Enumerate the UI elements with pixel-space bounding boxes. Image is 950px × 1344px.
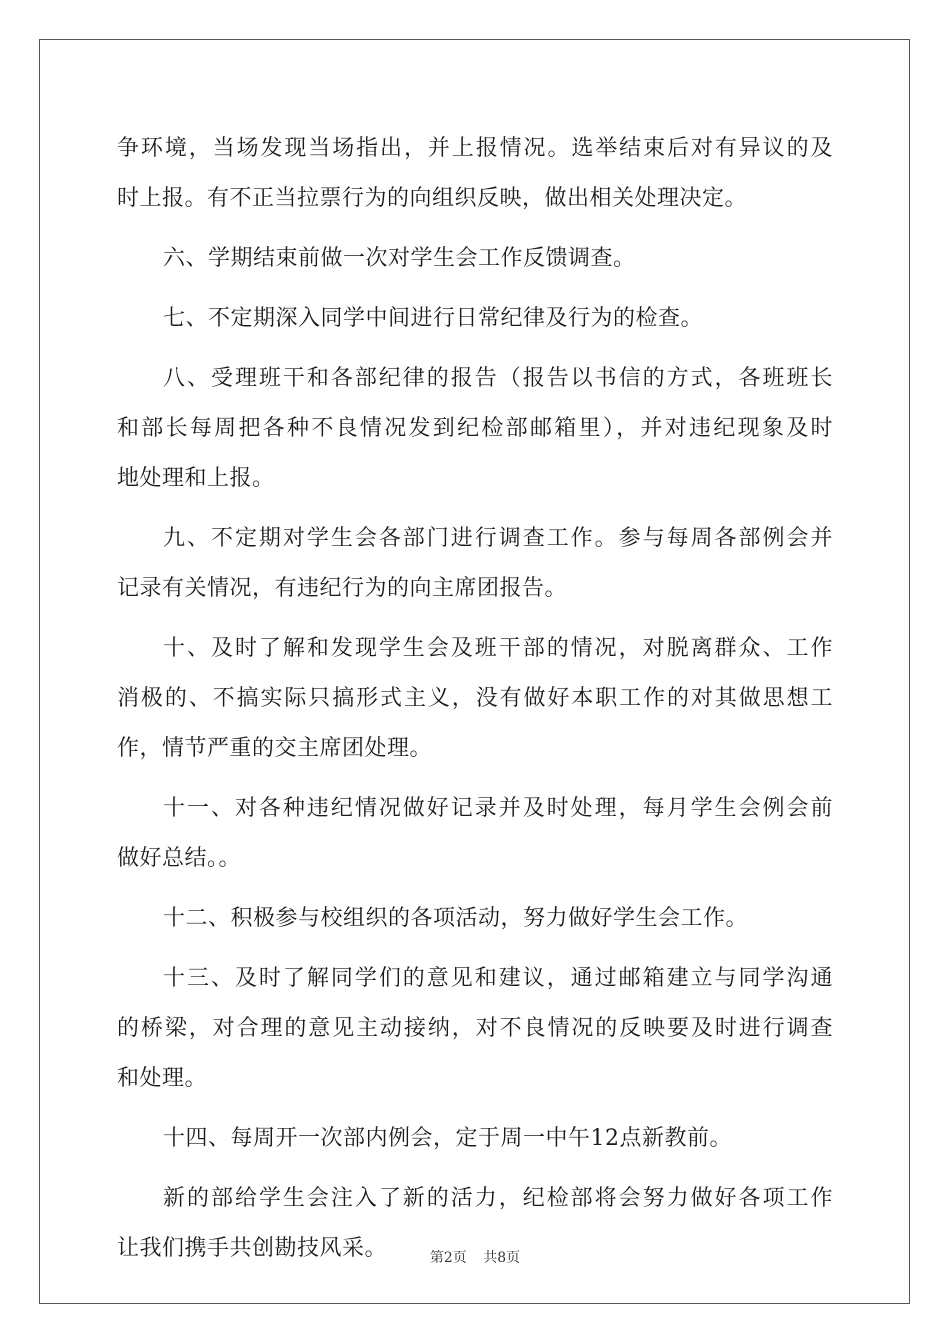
text-line-1: 争环境，当场发现当场指出，并上报情况。选举结束后对有异议的及: [117, 136, 833, 161]
page-number: 第2页: [429, 1250, 467, 1266]
text-line-17: 的桥梁，对合理的意见主动接纳，对不良情况的反映要及时进行调查: [117, 1016, 833, 1041]
text-line-8: 九、不定期对学生会各部门进行调查工作。参与每周各部例会并: [163, 526, 833, 551]
text-line-15: 十二、积极参与校组织的各项活动，努力做好学生会工作。: [163, 906, 749, 931]
text-line-18: 和处理。: [117, 1066, 208, 1091]
text-line-2: 时上报。有不正当拉票行为的向组织反映，做出相关处理决定。: [117, 186, 748, 211]
text-line-11: 消极的、不搞实际只搞形式主义，没有做好本职工作的对其做思想工: [117, 686, 833, 711]
text-line-7: 地处理和上报。: [117, 466, 275, 491]
text-line-12: 作，情节严重的交主席团处理。: [117, 736, 433, 761]
page-footer: [0, 1247, 950, 1267]
text-line-14: 做好总结。。: [117, 846, 242, 871]
text-line-4: 七、不定期深入同学中间进行日常纪律及行为的检查。: [163, 306, 704, 331]
total-pages: 共8页: [483, 1250, 521, 1266]
text-line-3: 六、学期结束前做一次对学生会工作反馈调查。: [163, 246, 636, 271]
text-line-9: 记录有关情况，有违纪行为的向主席团报告。: [117, 576, 568, 601]
text-line-6: 和部长每周把各种不良情况发到纪检部邮箱里），并对违纪现象及时: [117, 416, 833, 441]
text-line-21: 让我们携手共创勘技风采。: [117, 1236, 388, 1261]
text-line-20: 新的部给学生会注入了新的活力，纪检部将会努力做好各项工作: [163, 1186, 833, 1211]
text-line-5: 八、受理班干和各部纪律的报告（报告以书信的方式，各班班长: [163, 366, 833, 391]
text-line-10: 十、及时了解和发现学生会及班干部的情况，对脱离群众、工作: [163, 636, 833, 661]
text-line-13: 十一、对各种违纪情况做好记录并及时处理，每月学生会例会前: [163, 796, 833, 821]
document-body: [117, 124, 833, 1274]
text-line-19: 十四、每周开一次部内例会，定于周一中午12点新教前。: [163, 1126, 732, 1151]
text-line-16: 十三、及时了解同学们的意见和建议，通过邮箱建立与同学沟通: [163, 966, 833, 991]
